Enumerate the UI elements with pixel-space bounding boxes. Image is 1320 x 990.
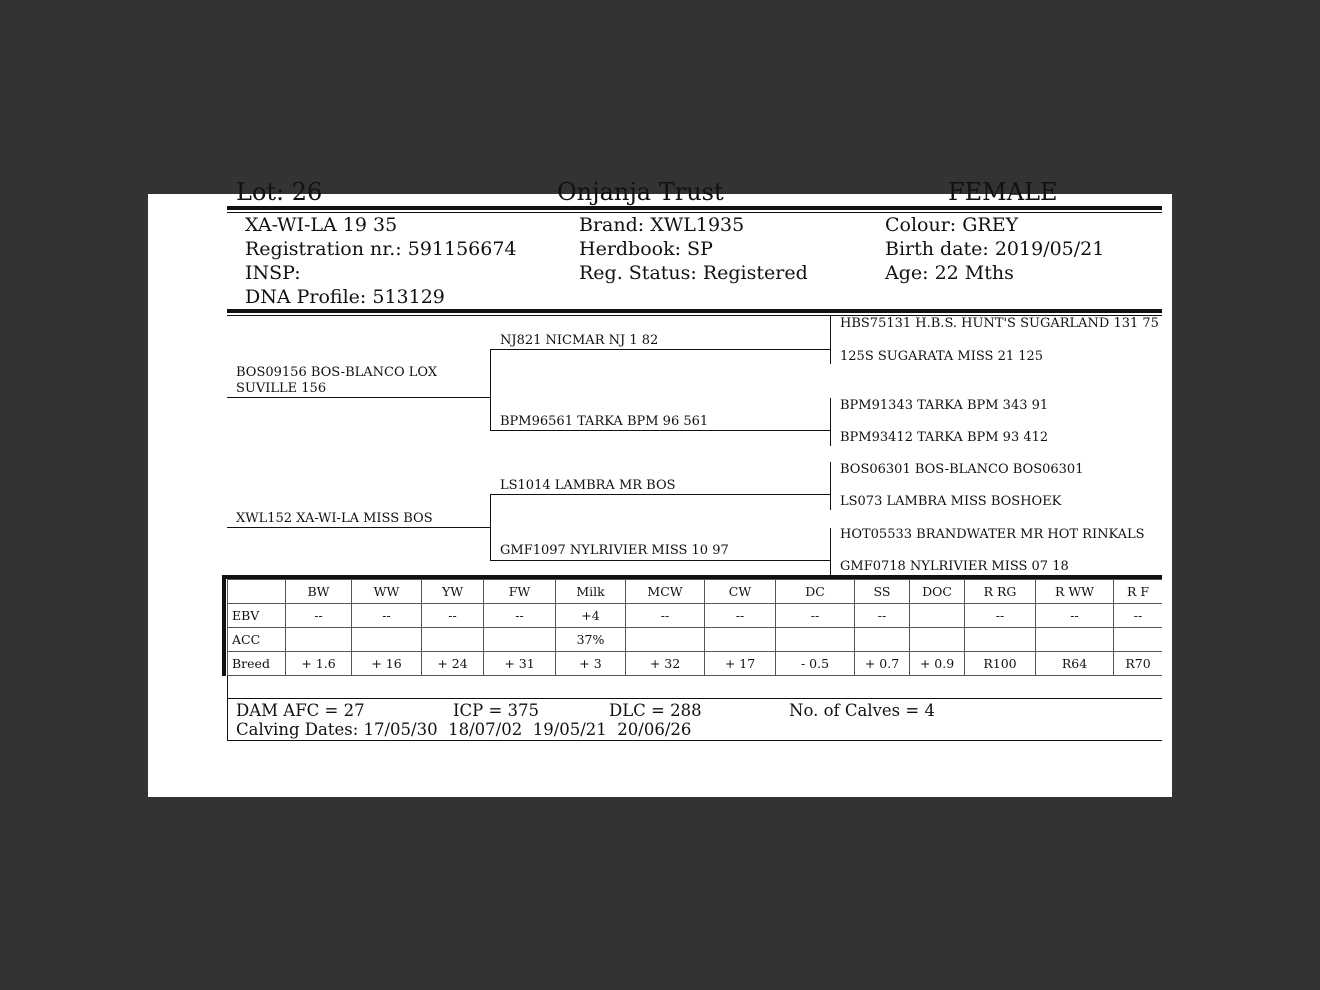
- herdbook: Herdbook: SP: [579, 238, 713, 260]
- ggp-1: HBS75131 H.B.S. HUNT'S SUGARLAND 131 75: [840, 316, 1159, 331]
- sire-line: [227, 397, 490, 398]
- breed-row: [228, 652, 1163, 676]
- info-rule-thick: [227, 309, 1162, 313]
- ebv-left-rule: [222, 575, 226, 676]
- number-of-calves: No. of Calves = 4: [789, 701, 935, 720]
- ebv-header-cell: DC: [776, 580, 855, 604]
- acc-cell: ACC: [228, 628, 286, 652]
- breed-cell: + 3: [556, 652, 626, 676]
- breed-cell: + 17: [705, 652, 776, 676]
- ebv-cell: --: [286, 604, 352, 628]
- ebv-header-cell: CW: [705, 580, 776, 604]
- ggp-connector-1: [830, 316, 831, 364]
- sire-sire-line: [490, 349, 830, 350]
- sire-name-line1: BOS09156 BOS-BLANCO LOX: [236, 365, 438, 380]
- registration-number: Registration nr.: 591156674: [245, 238, 517, 260]
- ggp-8: GMF0718 NYLRIVIER MISS 07 18: [840, 559, 1069, 574]
- ebv-header-cell: R F: [1114, 580, 1163, 604]
- footer-bottom-rule: [227, 740, 1162, 741]
- footer-left-rule: [227, 676, 228, 740]
- ebv-cell: --: [484, 604, 556, 628]
- ebv-table: [227, 579, 1162, 676]
- ggp-connector-3: [830, 462, 831, 510]
- ebv-header-cell: SS: [855, 580, 910, 604]
- header-rule-thick: [227, 206, 1162, 210]
- acc-row: [228, 628, 1163, 652]
- ebv-cell: --: [1036, 604, 1114, 628]
- dlc: DLC = 288: [609, 701, 702, 720]
- ggp-3: BPM91343 TARKA BPM 343 91: [840, 398, 1049, 413]
- ebv-cell: --: [705, 604, 776, 628]
- owner-name: Onjanja Trust: [557, 178, 724, 206]
- sire-sire-name: NJ821 NICMAR NJ 1 82: [500, 333, 659, 348]
- registration-status: Reg. Status: Registered: [579, 262, 808, 284]
- acc-cell: [422, 628, 484, 652]
- acc-cell: [965, 628, 1036, 652]
- ggp-connector-2: [830, 398, 831, 446]
- ebv-cell: --: [422, 604, 484, 628]
- acc-cell: [626, 628, 705, 652]
- ebv-header-cell: BW: [286, 580, 352, 604]
- breed-cell: + 24: [422, 652, 484, 676]
- sire-dam-name: BPM96561 TARKA BPM 96 561: [500, 414, 709, 429]
- birth-date: Birth date: 2019/05/21: [885, 238, 1105, 260]
- sire-name-line2: SUVILLE 156: [236, 381, 327, 396]
- ebv-header-cell: Milk: [556, 580, 626, 604]
- icp: ICP = 375: [453, 701, 540, 720]
- dam-dam-line: [490, 560, 830, 561]
- footer-top-rule: [227, 698, 1162, 699]
- ebv-header-cell: [228, 580, 286, 604]
- insp-field: INSP:: [245, 262, 301, 284]
- ggp-2: 125S SUGARATA MISS 21 125: [840, 349, 1044, 364]
- ebv-cell: +4: [556, 604, 626, 628]
- acc-cell: [776, 628, 855, 652]
- ebv-cell: --: [965, 604, 1036, 628]
- dam-sire-name: LS1014 LAMBRA MR BOS: [500, 478, 676, 493]
- breed-cell: + 1.6: [286, 652, 352, 676]
- colour: Colour: GREY: [885, 214, 1019, 236]
- dna-profile: DNA Profile: 513129: [245, 286, 445, 308]
- breed-cell: + 0.9: [910, 652, 965, 676]
- sire-dam-line: [490, 430, 830, 431]
- acc-cell: [910, 628, 965, 652]
- lot-number: Lot: 26: [236, 178, 323, 206]
- ebv-cell: EBV: [228, 604, 286, 628]
- dam-connector: [490, 494, 491, 560]
- dam-sire-line: [490, 494, 830, 495]
- sire-connector: [490, 349, 491, 430]
- breed-cell: + 16: [352, 652, 422, 676]
- acc-cell: 37%: [556, 628, 626, 652]
- ebv-cell: --: [352, 604, 422, 628]
- acc-cell: [855, 628, 910, 652]
- acc-cell: [1114, 628, 1163, 652]
- ebv-cell: --: [776, 604, 855, 628]
- ebv-header-cell: MCW: [626, 580, 705, 604]
- sex-label: FEMALE: [948, 178, 1058, 206]
- acc-cell: [1036, 628, 1114, 652]
- breed-cell: + 0.7: [855, 652, 910, 676]
- ebv-header-cell: YW: [422, 580, 484, 604]
- breed-cell: Breed: [228, 652, 286, 676]
- brand: Brand: XWL1935: [579, 214, 745, 236]
- pedigree-certificate: [148, 178, 1172, 797]
- ebv-header-cell: R WW: [1036, 580, 1114, 604]
- ggp-4: BPM93412 TARKA BPM 93 412: [840, 430, 1049, 445]
- breed-cell: + 32: [626, 652, 705, 676]
- ebv-header-row: [228, 580, 1163, 604]
- breed-cell: + 31: [484, 652, 556, 676]
- ebv-header-cell: WW: [352, 580, 422, 604]
- dam-afc: DAM AFC = 27: [236, 701, 365, 720]
- dam-line: [227, 527, 490, 528]
- ebv-cell: --: [1114, 604, 1163, 628]
- calving-dates: Calving Dates: 17/05/30 18/07/02 19/05/21 20/06/26: [236, 720, 692, 739]
- ebv-header-cell: DOC: [910, 580, 965, 604]
- ebv-cell: [910, 604, 965, 628]
- ebv-cell: --: [626, 604, 705, 628]
- breed-cell: R64: [1036, 652, 1114, 676]
- ggp-5: BOS06301 BOS-BLANCO BOS06301: [840, 462, 1084, 477]
- acc-cell: [286, 628, 352, 652]
- acc-cell: [705, 628, 776, 652]
- ebv-row: [228, 604, 1163, 628]
- acc-cell: [484, 628, 556, 652]
- dam-dam-name: GMF1097 NYLRIVIER MISS 10 97: [500, 543, 729, 558]
- ebv-header-cell: FW: [484, 580, 556, 604]
- ebv-cell: --: [855, 604, 910, 628]
- animal-name: XA-WI-LA 19 35: [245, 214, 398, 236]
- age: Age: 22 Mths: [885, 262, 1014, 284]
- breed-cell: - 0.5: [776, 652, 855, 676]
- ggp-6: LS073 LAMBRA MISS BOSHOEK: [840, 494, 1062, 509]
- acc-cell: [352, 628, 422, 652]
- ebv-header-cell: R RG: [965, 580, 1036, 604]
- dam-name: XWL152 XA-WI-LA MISS BOS: [236, 511, 433, 526]
- breed-cell: R70: [1114, 652, 1163, 676]
- ggp-connector-4: [830, 528, 831, 576]
- ggp-7: HOT05533 BRANDWATER MR HOT RINKALS: [840, 527, 1145, 542]
- breed-cell: R100: [965, 652, 1036, 676]
